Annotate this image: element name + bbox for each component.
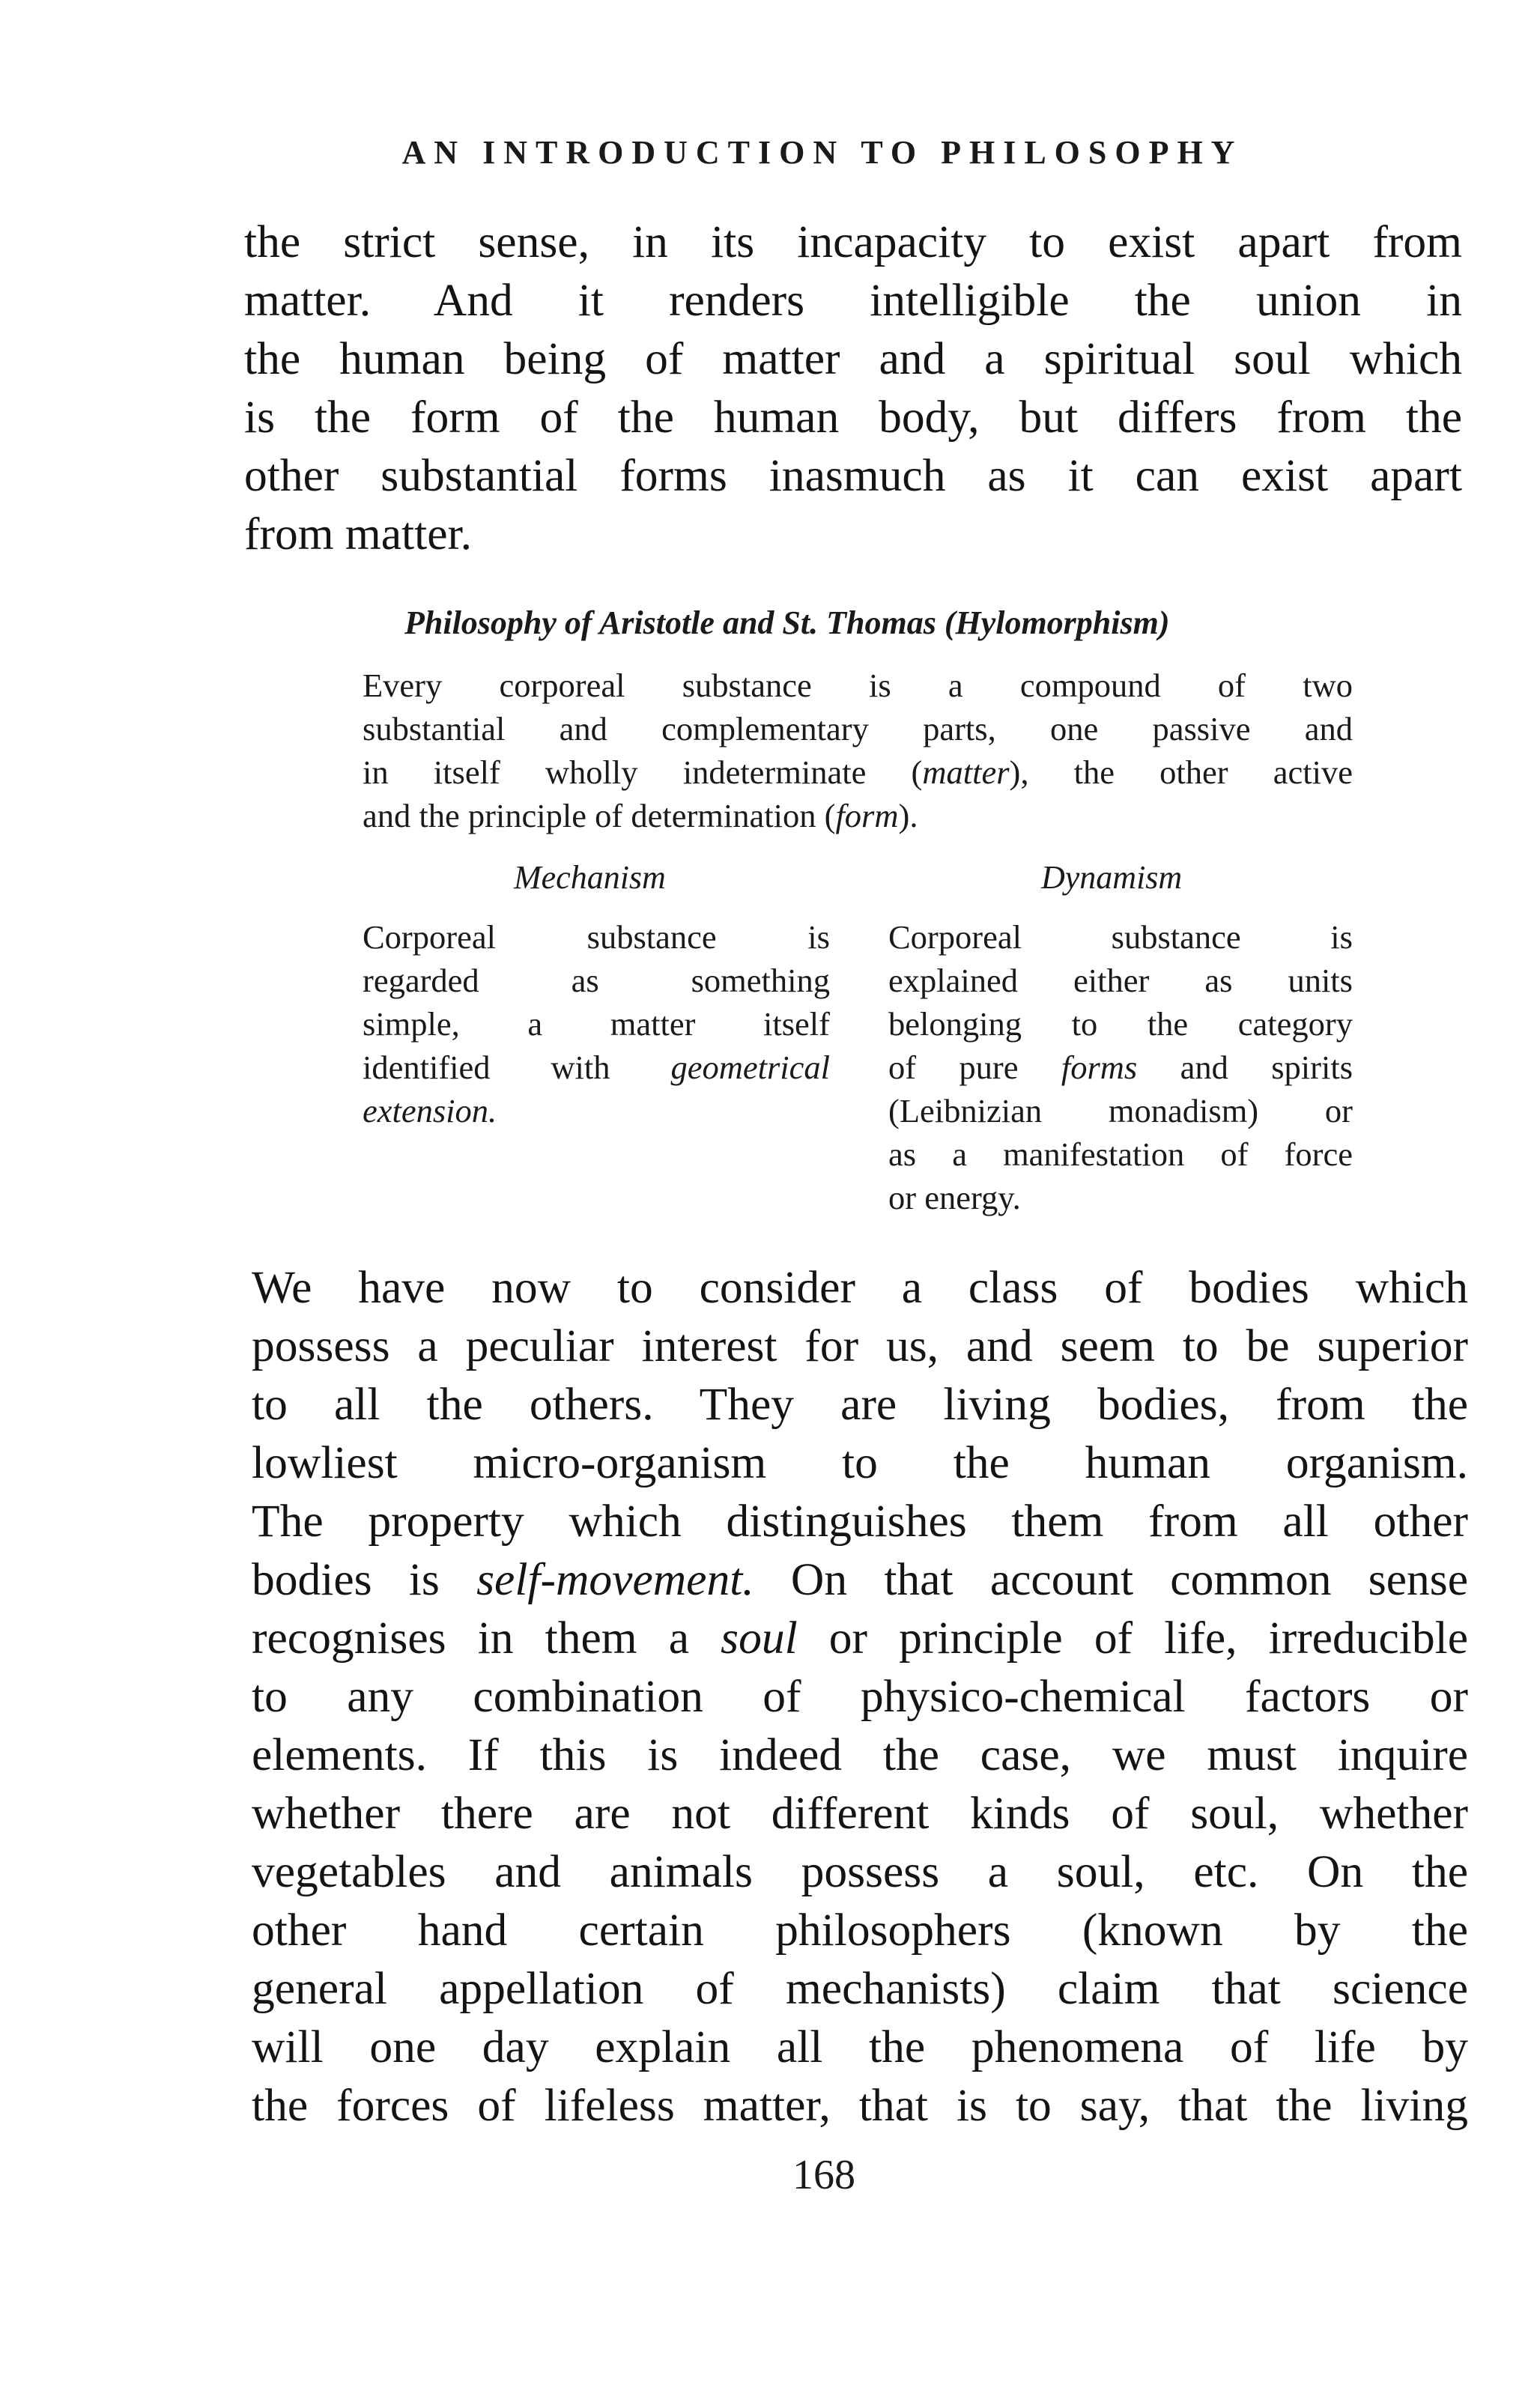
text-line: We have now to consider a class of bodies which	[252, 1262, 1468, 1313]
italic-term: forms	[1061, 1049, 1138, 1086]
italic-term: form	[835, 797, 899, 834]
text-line: bodies is self-movement. On that account common sense	[252, 1554, 1468, 1605]
italic-term: geometrical	[670, 1049, 830, 1086]
page-number: 168	[792, 2152, 855, 2198]
text-line: general appellation of mechanists) claim that science	[252, 1963, 1468, 2014]
mechanism-column	[363, 915, 830, 1132]
text-line: matter. And it renders intelligible the union in	[244, 275, 1462, 326]
text-line: the forces of lifeless matter, that is to say, that the living	[252, 2080, 1468, 2131]
italic-term: extension.	[363, 1092, 497, 1129]
text-line: of pure forms and spirits	[888, 1049, 1353, 1086]
text-line: possess a peculiar interest for us, and seem to be superior	[252, 1320, 1468, 1371]
text-line: belonging to the category	[888, 1005, 1353, 1043]
text-line: elements. If this is indeed the case, we must inquire	[252, 1729, 1468, 1780]
text-line: will one day explain all the phenomena of life by	[252, 2022, 1468, 2072]
text-line: explained either as units	[888, 962, 1353, 999]
text-line: the human being of matter and a spiritual soul which	[244, 333, 1462, 384]
text-line: Corporeal substance is	[888, 918, 1353, 956]
italic-term: matter	[922, 753, 1010, 791]
text-line: lowliest micro-organism to the human organism.	[252, 1437, 1468, 1488]
text-line: substantial and complementary parts, one passive and	[363, 710, 1353, 747]
text-line: is the form of the human body, but differs from the	[244, 392, 1462, 443]
text-line: vegetables and animals possess a soul, etc. On the	[252, 1846, 1468, 1897]
text-line: from matter.	[244, 509, 472, 559]
italic-term: soul	[721, 1613, 798, 1664]
dynamism-heading: Dynamism	[1041, 859, 1183, 896]
table-main-text	[363, 664, 1353, 837]
running-head: AN INTRODUCTION TO PHILOSOPHY	[401, 134, 1243, 171]
paragraph-bottom	[252, 1258, 1468, 2135]
text-line: (Leibnizian monadism) or	[888, 1092, 1353, 1129]
text-line: recognises in them a soul or principle of life, irreducible	[252, 1613, 1468, 1664]
text-line: and the principle of determination (form).	[363, 797, 918, 834]
text-line: The property which distinguishes them from all other	[252, 1496, 1468, 1547]
text-line: Corporeal substance is	[363, 918, 830, 956]
text-line	[363, 1089, 830, 1132]
text-line: or energy.	[888, 1179, 1021, 1216]
paragraph-top	[244, 213, 1462, 563]
text-line: in itself wholly indeterminate (matter), the other active	[363, 753, 1353, 791]
italic-term: self-movement.	[476, 1554, 754, 1605]
text-line: simple, a matter itself	[363, 1005, 830, 1043]
text-line: whether there are not different kinds of soul, whether	[252, 1788, 1468, 1839]
text-line: regarded as something	[363, 962, 830, 999]
table-title: Philosophy of Aristotle and St. Thomas (Hylomorphism)	[404, 604, 1170, 641]
text-line: other substantial forms inasmuch as it can exist apart	[244, 450, 1462, 501]
text-line: the strict sense, in its incapacity to exist apart from	[244, 216, 1462, 267]
text-line: to all the others. They are living bodies, from the	[252, 1379, 1468, 1430]
text-line: other hand certain philosophers (known by the	[252, 1905, 1468, 1956]
text-line: as a manifestation of force	[888, 1135, 1353, 1173]
text-line: Every corporeal substance is a compound of two	[363, 667, 1353, 704]
text-line: to any combination of physico-chemical factors or	[252, 1671, 1468, 1722]
dynamism-column	[888, 915, 1353, 1219]
text-line: identified with geometrical	[363, 1049, 830, 1086]
mechanism-heading: Mechanism	[514, 859, 666, 896]
